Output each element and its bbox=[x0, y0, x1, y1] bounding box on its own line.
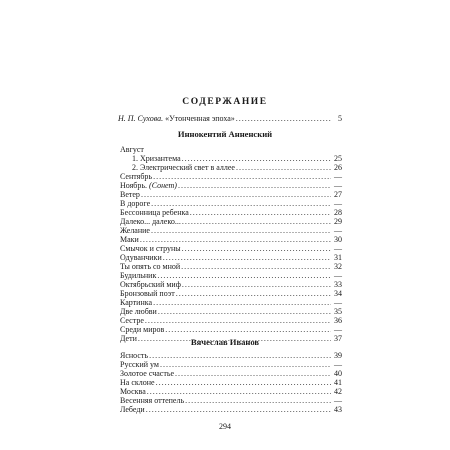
entry-title: В дороге bbox=[120, 199, 151, 208]
page-ref: 39 bbox=[334, 351, 342, 360]
list-item bbox=[120, 199, 342, 208]
list-item bbox=[120, 351, 342, 360]
list-item bbox=[120, 405, 342, 414]
entry-title: Смычок и струны bbox=[120, 244, 181, 253]
entry-title: 1. Хризантема bbox=[132, 154, 181, 163]
list-item bbox=[120, 298, 342, 307]
entry-title: Ветер bbox=[120, 190, 140, 199]
entry-title: Сестре bbox=[120, 316, 144, 325]
page-ref: 34 bbox=[334, 289, 342, 298]
leader-dots bbox=[158, 307, 331, 316]
leader-dots bbox=[236, 163, 331, 172]
list-item bbox=[120, 163, 342, 172]
leader-dots bbox=[153, 172, 331, 181]
contents-heading: СОДЕРЖАНИЕ bbox=[182, 97, 268, 107]
list-item bbox=[120, 235, 342, 244]
entry-title: Октябрьский миф bbox=[120, 280, 181, 289]
leader-dots bbox=[145, 316, 331, 325]
list-item bbox=[120, 280, 342, 289]
page-ref: 42 bbox=[334, 387, 342, 396]
leader-dots bbox=[236, 114, 331, 123]
entry-title: Картинка bbox=[120, 298, 153, 307]
entry-title: Август bbox=[120, 145, 144, 154]
entry-title: Ясность bbox=[120, 351, 149, 360]
leader-dots bbox=[165, 325, 331, 334]
list-item bbox=[120, 325, 342, 334]
leader-dots bbox=[175, 369, 331, 378]
leader-dots bbox=[182, 244, 331, 253]
section-title-annensky: Иннокентий Анненский bbox=[177, 129, 273, 139]
entry-title: Золотое счастье bbox=[120, 369, 175, 378]
list-item bbox=[120, 208, 342, 217]
leader-dots bbox=[151, 199, 331, 208]
section-title-ivanov: Вячеслав Иванов bbox=[190, 337, 260, 347]
page-ref: 37 bbox=[334, 334, 342, 343]
intro-author: Н. П. Сухова. bbox=[118, 114, 164, 123]
page-ref: — bbox=[334, 172, 342, 181]
list-item bbox=[120, 181, 342, 190]
list-item bbox=[120, 145, 342, 154]
page-ref: 43 bbox=[334, 405, 342, 414]
entry-title: Лебеди bbox=[120, 405, 145, 414]
entry-title: Среди миров bbox=[120, 325, 165, 334]
page-ref: — bbox=[334, 244, 342, 253]
page-ref: 33 bbox=[334, 280, 342, 289]
entry-title: Бронзовый поэт bbox=[120, 289, 175, 298]
leader-dots bbox=[176, 289, 331, 298]
entry-title: Бессонница ребенка bbox=[120, 208, 189, 217]
page-ref: 28 bbox=[334, 208, 342, 217]
list-item bbox=[120, 154, 342, 163]
list-item bbox=[120, 271, 342, 280]
entry-title: Дети bbox=[120, 334, 137, 343]
page-ref: — bbox=[334, 226, 342, 235]
list-item bbox=[120, 316, 342, 325]
leader-dots bbox=[182, 280, 331, 289]
entry-title: Русский ум bbox=[120, 360, 159, 369]
page-ref: — bbox=[334, 181, 342, 190]
leader-dots bbox=[160, 360, 331, 369]
page-ref: 32 bbox=[334, 262, 342, 271]
page-ref: — bbox=[334, 271, 342, 280]
entry-title: Одуванчики bbox=[120, 253, 162, 262]
list-item bbox=[120, 226, 342, 235]
leader-dots bbox=[157, 271, 331, 280]
leader-dots bbox=[153, 298, 331, 307]
leader-dots bbox=[181, 262, 331, 271]
entry-title: На склоне bbox=[120, 378, 155, 387]
leader-dots bbox=[140, 235, 331, 244]
list-item bbox=[120, 262, 342, 271]
page-ref: 31 bbox=[334, 253, 342, 262]
leader-dots bbox=[149, 351, 331, 360]
intro-essay-title: «Утонченная эпоха» bbox=[165, 114, 235, 123]
list-item bbox=[120, 378, 342, 387]
list-item bbox=[120, 307, 342, 316]
leader-dots bbox=[151, 226, 331, 235]
list-item bbox=[120, 244, 342, 253]
entry-title: Сентябрь bbox=[120, 172, 153, 181]
leader-dots bbox=[182, 217, 331, 226]
page-ref: — bbox=[334, 199, 342, 208]
list-item bbox=[120, 190, 342, 199]
page-ref: — bbox=[334, 396, 342, 405]
page-ref: — bbox=[334, 298, 342, 307]
entry-title: Весенняя оттепель bbox=[120, 396, 185, 405]
intro-entry bbox=[118, 114, 342, 123]
list-item bbox=[120, 289, 342, 298]
entry-title: Маки bbox=[120, 235, 139, 244]
list-item bbox=[120, 387, 342, 396]
leader-dots bbox=[147, 387, 331, 396]
page-ref: — bbox=[334, 360, 342, 369]
page-ref: 25 bbox=[334, 154, 342, 163]
page-ref: 40 bbox=[334, 369, 342, 378]
entry-title: Будильник bbox=[120, 271, 157, 280]
leader-dots bbox=[156, 378, 331, 387]
entry-title: Ноябрь. (Сонет) bbox=[120, 181, 177, 190]
leader-dots bbox=[190, 208, 331, 217]
list-item bbox=[120, 253, 342, 262]
leader-dots bbox=[163, 253, 331, 262]
page-ref: 41 bbox=[334, 378, 342, 387]
page-ref: 26 bbox=[334, 163, 342, 172]
leader-dots bbox=[141, 190, 331, 199]
entry-title: Желание bbox=[120, 226, 150, 235]
page-ref: 5 bbox=[338, 114, 342, 123]
page-ref: 30 bbox=[334, 235, 342, 244]
page-ref: 29 bbox=[334, 217, 342, 226]
entry-title: Далеко... далеко... bbox=[120, 217, 181, 226]
list-item bbox=[120, 217, 342, 226]
list-item bbox=[120, 369, 342, 378]
page-ref: 27 bbox=[334, 190, 342, 199]
list-item bbox=[120, 172, 342, 181]
entry-title: Ты опять со мной bbox=[120, 262, 181, 271]
page-number: 294 bbox=[219, 422, 231, 431]
leader-dots bbox=[185, 396, 331, 405]
leader-dots bbox=[178, 181, 331, 190]
entry-title: Москва bbox=[120, 387, 146, 396]
page-ref: 35 bbox=[334, 307, 342, 316]
list-item bbox=[120, 396, 342, 405]
entry-title: Две любви bbox=[120, 307, 157, 316]
page-ref: — bbox=[334, 325, 342, 334]
list-item bbox=[120, 360, 342, 369]
entry-title: 2. Электрический свет в аллее bbox=[132, 163, 235, 172]
page-ref: 36 bbox=[334, 316, 342, 325]
leader-dots bbox=[182, 154, 331, 163]
leader-dots bbox=[146, 405, 331, 414]
intro-title bbox=[118, 114, 235, 123]
